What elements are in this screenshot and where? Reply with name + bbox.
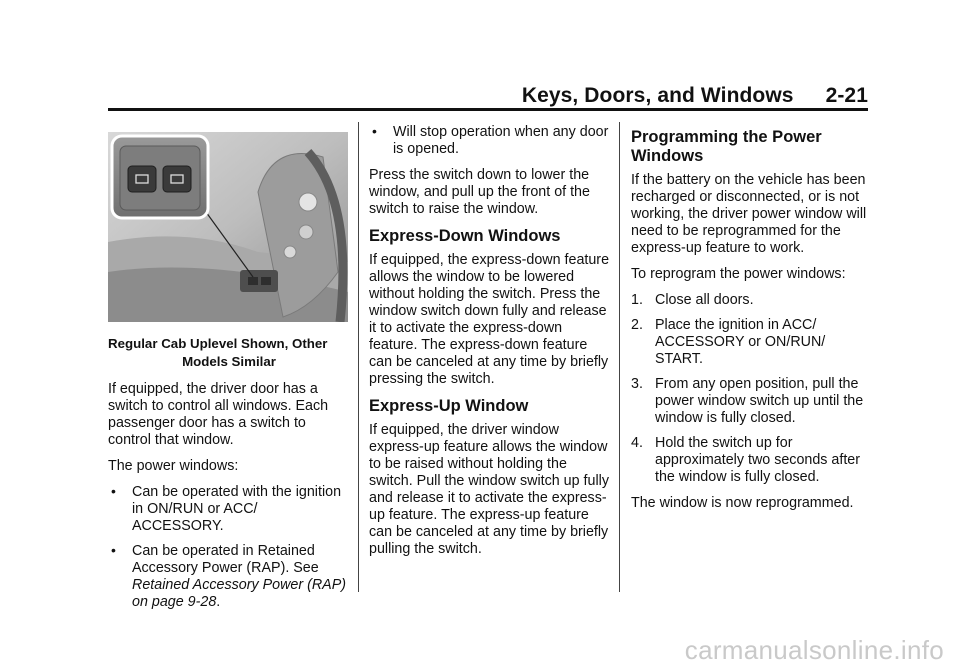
- step-item: [631, 292, 871, 309]
- figure-caption: [108, 335, 350, 371]
- reprogram-complete: The window is now reprogrammed.: [631, 495, 854, 511]
- step-text: Close all doors.: [655, 292, 754, 308]
- list-item-text: Will stop operation when any door is opened.: [393, 124, 609, 157]
- step-number: 3.: [631, 376, 643, 392]
- step-item: [631, 435, 871, 486]
- power-windows-lead: The power windows:: [108, 458, 239, 474]
- section-title: Keys, Doors, and Windows: [521, 84, 794, 107]
- list-item: [369, 124, 611, 158]
- reprogram-lead: To reprogram the power windows:: [631, 266, 846, 282]
- rap-reference-link[interactable]: Retained Accessory Power (RAP) on page 9-28: [132, 577, 346, 610]
- column-divider-right: [619, 122, 620, 592]
- watermark: carmanualsonline.info: [684, 635, 944, 665]
- right-column: [631, 128, 871, 521]
- door-switch-figure: [108, 132, 348, 322]
- header-rule: [108, 108, 868, 111]
- step-text: From any open position, pull the power window switch up until the window is fully closed.: [655, 376, 864, 426]
- caption-line-1: Regular Cab Uplevel Shown, Other: [108, 336, 328, 351]
- feature-list-continued: [369, 124, 611, 158]
- column-divider-left: [358, 122, 359, 592]
- list-item: [108, 484, 350, 535]
- switch-usage-paragraph: Press the switch down to lower the window, and pull up the front of the switch to raise the window.: [369, 167, 590, 217]
- bullet: •: [111, 542, 116, 558]
- middle-column: [369, 124, 611, 567]
- page-number: 2-21: [825, 84, 868, 107]
- programming-heading: Programming the Power Windows: [631, 128, 822, 165]
- step-number: 4.: [631, 435, 643, 451]
- step-number: 2.: [631, 317, 643, 333]
- bullet: •: [111, 483, 116, 499]
- left-column: [108, 122, 350, 620]
- reprogram-steps: [631, 292, 871, 486]
- express-up-heading: Express-Up Window: [369, 397, 529, 415]
- list-item-end: .: [216, 594, 221, 610]
- page-header: [522, 84, 868, 108]
- express-down-heading: Express-Down Windows: [369, 227, 561, 245]
- list-item-text: Can be operated with the ignition in ON/RUN or ACC/ ACCESSORY.: [132, 484, 342, 534]
- express-down-paragraph: If equipped, the express-down feature allows the window to be lowered without holding the switch. Press the window switch down fully and release it to activate the express-down feature. The express-down feature can be canceled at any time by briefly pressing the switch.: [369, 252, 610, 387]
- list-item: [108, 543, 350, 611]
- intro-paragraph: If equipped, the driver door has a switch to control all windows. Each passenger door has a switch to control that window.: [108, 381, 329, 448]
- list-item-text: Can be operated in Retained Accessory Power (RAP). See: [132, 543, 319, 576]
- bullet: •: [372, 123, 377, 139]
- programming-paragraph: If the battery on the vehicle has been recharged or disconnected, or is not working, the driver power window will need to be reprogrammed for the express-up feature to work.: [631, 172, 867, 256]
- feature-list: [108, 484, 350, 611]
- caption-line-2: Models Similar: [182, 354, 276, 369]
- step-item: [631, 317, 871, 368]
- step-text: Place the ignition in ACC/ ACCESSORY or ON/RUN/ START.: [655, 317, 826, 367]
- step-number: 1.: [631, 292, 643, 308]
- step-item: [631, 376, 871, 427]
- step-text: Hold the switch up for approximately two seconds after the window is fully closed.: [655, 435, 861, 485]
- express-up-paragraph: If equipped, the driver window express-up feature allows the window to be raised without holding the switch. Pull the window switch up fully and release it to activate the express-up feature. The express-up feature can be canceled at any time by briefly pulling the switch.: [369, 422, 609, 557]
